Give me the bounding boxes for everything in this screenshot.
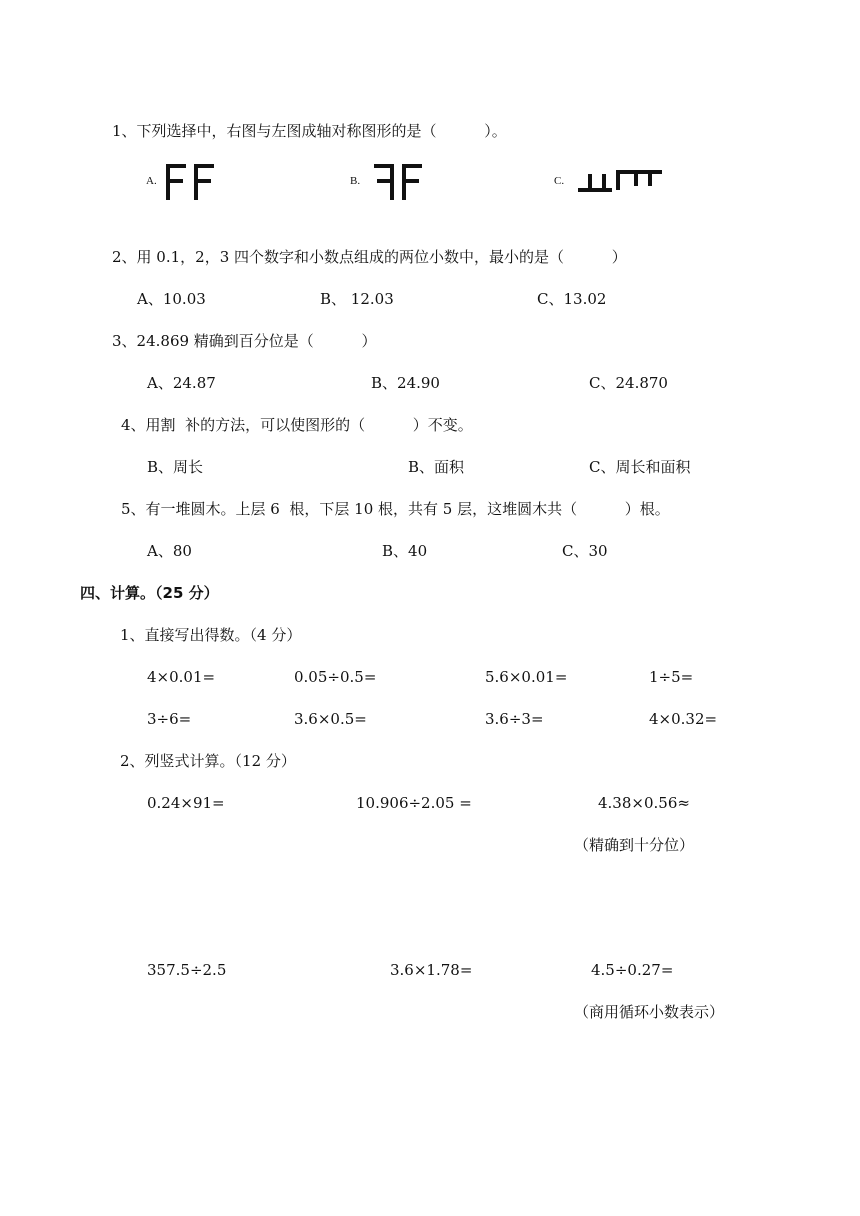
q4-question: 4、用割 补的方法，可以使图形的（ ）不变。 bbox=[121, 416, 473, 434]
q1-option-b-label: B. bbox=[350, 175, 361, 187]
ff-figure-icon bbox=[166, 164, 218, 200]
calc-item: 0.05÷0.5= bbox=[294, 668, 377, 686]
calc-item: 4×0.32= bbox=[649, 710, 718, 728]
part2-title: 2、列竖式计算。（12 分） bbox=[120, 752, 296, 770]
q5-option-c: C、30 bbox=[562, 542, 608, 560]
vertical-calc-item: 3.6×1.78= bbox=[390, 961, 473, 979]
vertical-calc-item: 357.5÷2.5 bbox=[147, 961, 227, 979]
calc-item: 3÷6= bbox=[147, 710, 192, 728]
q3-question: 3、24.869 精确到百分位是（ ） bbox=[112, 332, 377, 350]
q2-option-a: A、10.03 bbox=[137, 290, 206, 308]
q1-option-a-label: A. bbox=[146, 175, 157, 187]
q1-question: 1、下列选择中，右图与左图成轴对称图形的是（ ）。 bbox=[112, 122, 507, 140]
q5-option-a: A、80 bbox=[147, 542, 192, 560]
section-title: 四、计算。（25 分） bbox=[80, 584, 219, 602]
q5-question: 5、有一堆圆木。上层 6 根，下层 10 根，共有 5 层，这堆圆木共（ ）根。 bbox=[121, 500, 670, 518]
rotated-figure-icon bbox=[578, 170, 662, 192]
vertical-calc-item: 4.38×0.56≈ bbox=[598, 794, 690, 812]
vertical-calc-item: 4.5÷0.27= bbox=[591, 961, 674, 979]
q4-option-c: C、周长和面积 bbox=[589, 458, 691, 476]
calc-item: 5.6×0.01= bbox=[485, 668, 568, 686]
q3-option-a: A、24.87 bbox=[147, 374, 216, 392]
q1-option-c-label: C. bbox=[554, 175, 565, 187]
mirrored-ff-figure-icon bbox=[374, 164, 424, 200]
part1-title: 1、直接写出得数。（4 分） bbox=[120, 626, 302, 644]
vertical-calc-item: 10.906÷2.05 = bbox=[356, 794, 472, 812]
calc-item: 1÷5= bbox=[649, 668, 694, 686]
repeating-decimal-note: （商用循环小数表示） bbox=[574, 1003, 725, 1021]
q2-option-c: C、13.02 bbox=[537, 290, 607, 308]
calc-item: 4×0.01= bbox=[147, 668, 216, 686]
q2-option-b: B、 12.03 bbox=[320, 290, 394, 308]
calc-item: 3.6÷3= bbox=[485, 710, 544, 728]
q3-option-c: C、24.870 bbox=[589, 374, 668, 392]
calc-item: 3.6×0.5= bbox=[294, 710, 367, 728]
q4-option-b: B、面积 bbox=[408, 458, 465, 476]
q2-question: 2、用 0.1，2，3 四个数字和小数点组成的两位小数中，最小的是（ ） bbox=[112, 248, 627, 266]
q3-option-b: B、24.90 bbox=[371, 374, 440, 392]
vertical-calc-item: 0.24×91= bbox=[147, 794, 225, 812]
q4-option-a: B、周长 bbox=[147, 458, 204, 476]
rounding-note: （精确到十分位） bbox=[574, 836, 695, 854]
q5-option-b: B、40 bbox=[382, 542, 428, 560]
